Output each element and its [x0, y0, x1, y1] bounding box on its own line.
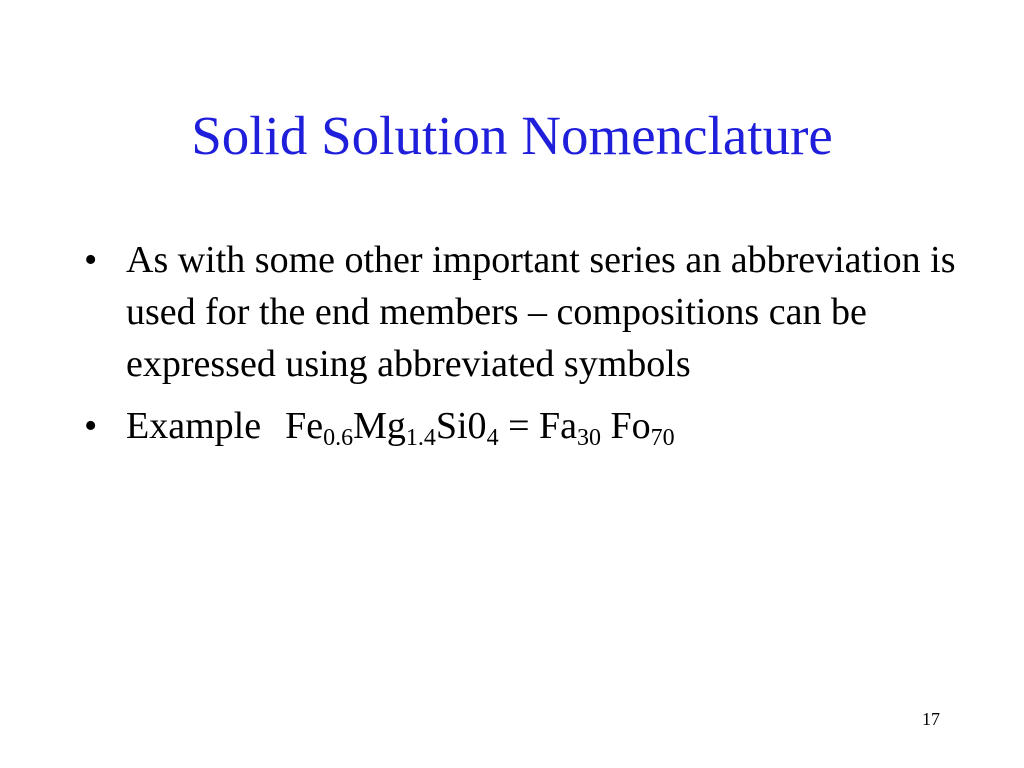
formula-element-fa: = Fa [498, 405, 577, 447]
formula-subscript-fe: 0.6 [323, 425, 354, 451]
page-number: 17 [922, 709, 940, 729]
formula [285, 405, 675, 451]
formula-element-fo: Fo [601, 405, 651, 447]
formula-subscript-fa: 30 [577, 425, 601, 451]
bullet-text: As with some other important series an abbreviation is used for the end members – compositions can be expressed using abbreviated symbols [126, 239, 956, 385]
bullet-icon: • [84, 239, 98, 281]
bullet-icon: • [84, 405, 98, 447]
example-line [126, 400, 964, 452]
formula-element-fe: Fe [285, 405, 324, 447]
slide-title: Solid Solution Nomenclature [191, 105, 833, 166]
formula-element-mg: Mg [353, 405, 406, 447]
example-label: Example [126, 405, 262, 447]
bullet-item-example [84, 400, 964, 452]
bullet-item-abbreviation [84, 234, 964, 390]
formula-subscript-si: 4 [486, 425, 499, 451]
formula-subscript-fo: 70 [650, 425, 675, 451]
bullet-list [84, 234, 964, 462]
formula-subscript-mg: 1.4 [405, 425, 436, 451]
formula-element-si: Si0 [435, 405, 487, 447]
